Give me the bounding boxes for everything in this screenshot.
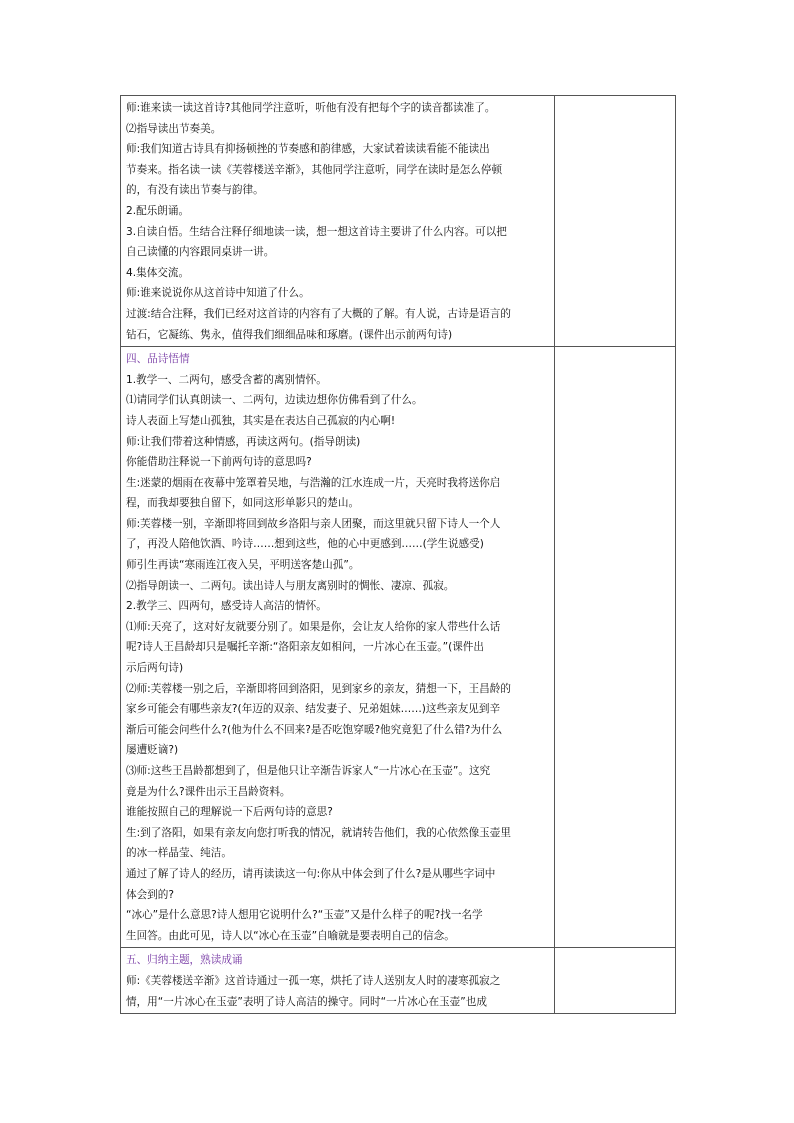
text-line: 师:《芙蓉楼送辛渐》这首诗通过一孤一寒，烘托了诗人送别友人时的凄寒孤寂之	[126, 974, 501, 987]
lesson-plan-table	[120, 95, 676, 1014]
content-cell	[121, 948, 555, 1014]
text-line: 谁能按照自己的理解说一下后两句诗的意思?	[126, 806, 333, 819]
text-line: 生回答。由此可见，诗人以“冰心在玉壶”自喻就是要表明自己的信念。	[126, 929, 455, 942]
text-line: 的冰一样晶莹、纯洁。	[126, 847, 232, 860]
text-line: “冰心”是什么意思?诗人想用它说明什么?“玉壶”又是什么样子的呢?找一名学	[126, 909, 483, 922]
text-line: 钻石，它凝练、隽永，值得我们细细品味和琢磨。(课件出示前两句诗)	[126, 328, 453, 341]
text-line: 渐后可能会问些什么?(他为什么不回来?是否吃饱穿暖?他究竟犯了什么错?为什么	[126, 723, 503, 736]
content-cell	[121, 347, 555, 948]
text-line: 师:谁来说说你从这首诗中知道了什么。	[126, 287, 310, 300]
text-line: 通过了解了诗人的经历，请再读读这一句:你从中体会到了什么?是从哪些字词中	[126, 867, 496, 880]
text-line: 家乡可能会有哪些亲友?(年迈的双亲、结发妻子、兄弟姐妹……)这些亲友见到辛	[126, 703, 501, 716]
section-heading: 四、品诗悟情	[126, 353, 190, 366]
text-line: 诗人表面上写楚山孤独，其实是在表达自己孤寂的内心啊!	[126, 414, 396, 427]
text-line: 师:芙蓉楼一别，辛渐即将回到故乡洛阳与亲人团聚，而这里就只留下诗人一个人	[126, 517, 501, 530]
text-line: 节奏来。指名读一读《芙蓉楼送辛渐》，其他同学注意听，同学在读时是怎么停顿	[126, 163, 503, 176]
text-line: 3.自读自悟。生结合注释仔细地读一读，想一想这首诗主要讲了什么内容。可以把	[126, 225, 507, 238]
text-line: 2.配乐朗诵。	[126, 204, 190, 217]
text-line: ⑴请同学们认真朗读一、二两句，边读边想你仿佛看到了什么。	[126, 394, 423, 407]
text-line: 2.教学三、四两句，感受诗人高洁的情怀。	[126, 600, 327, 613]
text-line: 体会到的?	[126, 888, 174, 901]
text-line: 自己读懂的内容跟同桌讲一讲。	[126, 246, 275, 259]
text-line: ⑵指导朗读一、二两句。读出诗人与朋友离别时的惆怅、凄凉、孤寂。	[126, 579, 455, 592]
text-line: 示后两句诗)	[126, 662, 184, 675]
text-line: 竟是为什么?课件出示王昌龄资料。	[126, 785, 291, 798]
text-line: 屡遭贬谪?)	[126, 744, 179, 757]
text-line: ⑶师:这些王昌龄都想到了，但是他只让辛渐告诉家人“一片冰心在玉壶”。这究	[126, 765, 491, 777]
text-line: ⑴师:天亮了，这对好友就要分别了。如果是你，会让友人给你的家人带些什么话	[126, 620, 501, 633]
section-row	[121, 347, 676, 948]
notes-cell	[555, 347, 676, 948]
text-line: 过渡:结合注释，我们已经对这首诗的内容有了大概的了解。有人说，古诗是语言的	[126, 307, 511, 320]
section-row	[121, 948, 676, 1014]
text-line: 师:让我们带着这种情感，再读这两句。(指导朗读)	[126, 435, 361, 448]
text-line: 你能借助注释说一下前两句诗的意思吗?	[126, 456, 312, 469]
section-row	[121, 96, 676, 347]
text-line: 的，有没有读出节奏与韵律。	[126, 184, 264, 197]
text-line: 4.集体交流。	[126, 266, 190, 279]
text-line: 生:到了洛阳，如果有亲友向您打听我的情况，就请转告他们，我的心依然像玉壶里	[126, 826, 511, 839]
text-line: 师:我们知道古诗具有抑扬顿挫的节奏感和韵律感，大家试着读读看能不能读出	[126, 143, 490, 156]
text-line: 程，而我却要独自留下，如同这形单影只的楚山。	[126, 497, 360, 510]
text-line: 生:迷蒙的烟雨在夜幕中笼罩着吴地，与浩瀚的江水连成一片，天亮时我将送你启	[126, 476, 501, 489]
text-line: 师引生再读“寒雨连江夜入吴，平明送客楚山孤”。	[126, 559, 360, 572]
text-line: 师:谁来读一读这首诗?其他同学注意听，听他有没有把每个字的读音都读准了。	[126, 102, 496, 114]
text-line: ⑵指导读出节奏美。	[126, 122, 222, 135]
text-line: 情，用“一片冰心在玉壶”表明了诗人高洁的操守。同时“一片冰心在玉壶”也成	[126, 995, 487, 1008]
text-line: 了，再没人陪他饮酒、吟诗……想到这些，他的心中更感到……(学生说感受)	[126, 538, 484, 551]
text-line: ⑵师:芙蓉楼一别之后，辛渐即将回到洛阳，见到家乡的亲友，猜想一下，王昌龄的	[126, 682, 511, 695]
notes-cell	[555, 96, 676, 347]
text-line: 1.教学一、二两句，感受含蓄的离别情怀。	[126, 373, 327, 386]
section-heading: 五、归纳主题，熟读成诵	[126, 954, 243, 967]
text-line: 呢?诗人王昌龄却只是嘱托辛渐:“洛阳亲友如相问，一片冰心在玉壶。”(课件出	[126, 641, 484, 654]
content-cell	[121, 96, 555, 347]
notes-cell	[555, 948, 676, 1014]
